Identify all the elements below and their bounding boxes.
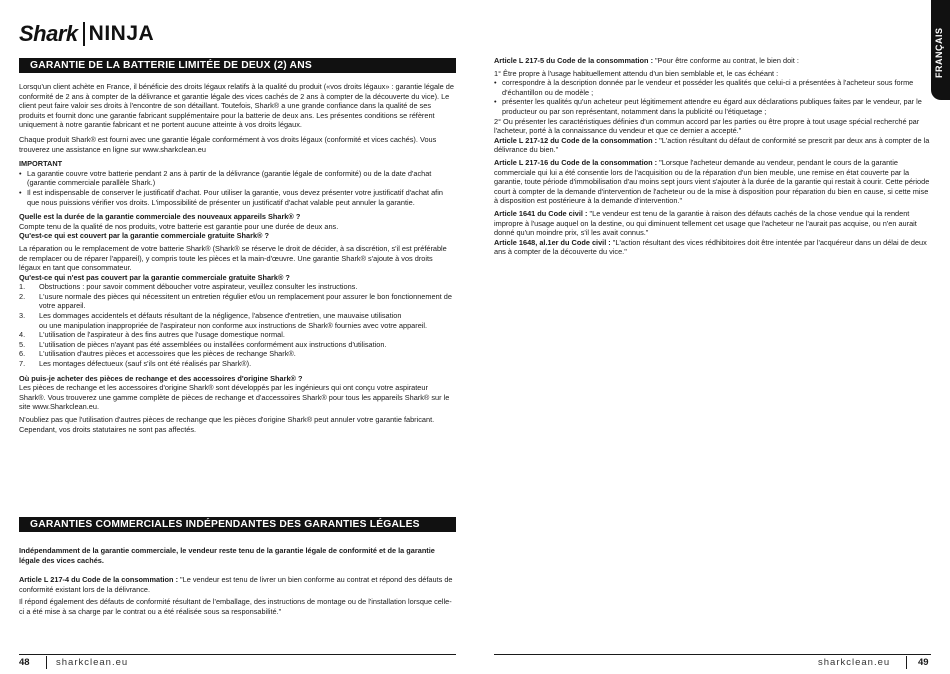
footer-rule-left [19, 654, 456, 655]
article-l217-5-bullets [494, 78, 931, 116]
exclusion-item: 5. L'utilisation de pièces n'ayant pas été assemblées ou installées conformément aux instructions d'utilisation. [19, 339, 387, 349]
footer-divider-left [46, 656, 47, 669]
left-column-body [19, 82, 456, 434]
logo-ninja-wordmark: NINJA [88, 22, 155, 45]
important-item: • La garantie couvre votre batterie pendant 2 ans à partir de la délivrance (garantie légale de conformité) ou de la date d'achat (garantie commerciale parallèle Shark.) [19, 169, 456, 188]
answer-spare-parts-2: N'oubliez pas que l'utilisation d'autres pièces de rechange que les pièces d'origine Shark® peut annuler votre garantie fabricant. Cependant, vos droits statutaires ne sont pas affectés. [19, 415, 435, 434]
shark-ninja-logo [19, 21, 154, 47]
page-number-right: 49 [918, 657, 929, 668]
language-tab [931, 0, 950, 100]
language-tab-label: FRANÇAIS [934, 27, 944, 78]
footer-site-left: sharkclean.eu [56, 657, 129, 668]
logo-divider [83, 22, 85, 46]
article-l217-5: Article L 217-5 du Code de la consommation : "Pour être conforme au contrat, le bien doit : [494, 56, 799, 65]
exclusion-item: 1. Obstructions : pour savoir comment déboucher votre aspirateur, veuillez consulter les instructions. [19, 282, 358, 292]
exclusion-item: 3. Les dommages accidentels et défauts résultant de la négligence, l'absence d'entretien, une mauvaise utilisation ou une manipulation inappropriée de l'aspirateur non conforme aux instructions de Shark® fournies avec votre appareil. [19, 311, 428, 330]
article-1641: Article 1641 du Code civil : "Le vendeur est tenu de la garantie à raison des défauts cachés de la chose vendue qui la rendent impropre à l'usage auquel on la destine, ou qui diminuent tellement cet usage que l'acheteur ne l'aurait pas acquise, ou n'en aurait donné qu'un moindre prix, s'il les avait connus." [494, 208, 917, 238]
intro-paragraph: Lorsqu'un client achète en France, il bénéficie des droits légaux relatifs à la qualité du produit («vos droits légaux» : garantie légale de conformité de 2 ans à compter de la délivrance et garantie légale des vices cachés de 2 ans à compter de la découverte du vice). Le client peut faire valoir ses droits à l'encontre de son détaillant. Toutefois, Shark® a une grande confiance dans la qualité de ses produits et fournit donc une garantie fabricant supplémentaire pour la batterie de deux ans. Les présentes conditions se réfèrent uniquement à notre garantie fabricant et ne portent aucune atteinte à vos droits légaux. [19, 82, 454, 130]
exclusion-item: 4. L'utilisation de l'aspirateur à des fins autres que l'usage domestique normal. [19, 330, 285, 340]
important-item: • Il est indispensable de conserver le justificatif d'achat. Pour utiliser la garantie, vous devez présenter votre justificatif d'achat afin que nous puissions vérifier vos droits. L'impossibilité de présenter un justificatif d'achat valable peut annuler la garantie. [19, 188, 456, 207]
answer-duration: Compte tenu de la qualité de nos produits, votre batterie est garantie pour une durée de deux ans. [19, 221, 339, 231]
question-not-covered: Qu'est-ce qui n'est pas couvert par la garantie commerciale gratuite Shark® ? [19, 272, 290, 282]
exclusion-item: 6. L'utilisation d'autres pièces et accessoires que les pièces de rechange Shark®. [19, 349, 296, 359]
logo-shark-wordmark: Shark [19, 21, 78, 46]
exclusion-item: 2. L'usure normale des pièces qui nécessitent un entretien régulier et/ou un remplacement pour assurer le bon fonctionnement de votre appareil. [19, 291, 452, 311]
question-covered: Qu'est-ce qui est couvert par la garantie commerciale gratuite Shark® ? [19, 231, 269, 241]
article-bullet: • correspondre à la description donnée par le vendeur et posséder les qualités que celui-ci a présentées à l'acheteur sous forme d'échantillon ou de modèle ; [494, 78, 931, 97]
article-bullet: • présenter les qualités qu'un acheteur peut légitimement attendre eu égard aux déclarations publiques faites par le vendeur, par le producteur ou par son représentant, notamment dans la publicité ou l'étiquetage ; [494, 97, 931, 116]
exclusion-item: 7. Les montages défectueux (sauf s'ils ont été réalisés par Shark®). [19, 359, 252, 369]
important-title: IMPORTANT [19, 159, 63, 169]
article-l217-12: Article L 217-12 du Code de la consommation : "L'action résultant du défaut de conformité se prescrit par deux ans à compter de la délivrance du bien." [494, 135, 930, 155]
independent-warranty-note: Indépendamment de la garantie commerciale, le vendeur reste tenu de la garantie légale de conformité et de la garantie légale des vices cachés. [19, 546, 435, 565]
intro-paragraph-2: Chaque produit Shark® est fourni avec une garantie légale conformément à vos droits légaux (conformité et vices cachés). Vous trouverez une assistance en ligne sur www.sharkclean.eu [19, 134, 437, 154]
exclusions-list [19, 282, 456, 368]
article-l217-16: Article L 217-16 du Code de la consommation : "Lorsque l'acheteur demande au vendeur, pendant le cours de la garantie commerciale qui lui a été consentie lors de l'acquisition ou de la réparation d'un bien meuble, une remise en état couverte par la garantie, toute période d'immobilisation d'au moins sept jours vient s'ajouter à la durée de la garantie qui restait à courir. Cette période court à compter de la demande d'intervention de l'acheteur ou de la mise à disposition pour réparation du bien en cause, si cette mise à disposition est postérieure à la demande d'intervention." [494, 157, 930, 206]
question-duration: Quelle est la durée de la garantie commerciale des nouveaux appareils Shark® ? [19, 212, 301, 222]
footer-divider-right [906, 656, 907, 669]
footer-rule-right [494, 654, 931, 655]
article-l217-5-point-2: 2° Ou présenter les caractéristiques définies d'un commun accord par les parties ou être propre à tout usage spécial recherché par l'acheteur, porté à la connaissance du vendeur et que ce dernier a accepté." [494, 116, 920, 136]
answer-spare-parts: Les pièces de rechange et les accessoires d'origine Shark® sont développés par les ingénieurs qui ont conçu votre aspirateur Shark®. Vous trouverez une gamme complète de pièces de rechange et d'accessoires Shark® pour tous les appareils Shark® sur le site www.Sharkclean.eu. [19, 383, 450, 412]
section-header-commercial-warranties: GARANTIES COMMERCIALES INDÉPENDANTES DES GARANTIES LÉGALES [19, 517, 456, 532]
article-1648: Article 1648, al.1er du Code civil : "L'action résultant des vices rédhibitoires doit être intentée par l'acquéreur dans un délai de deux ans à compter de la découverte du vice." [494, 237, 927, 257]
page-number-left: 48 [19, 657, 30, 668]
right-column-body [494, 56, 931, 257]
important-list [19, 169, 456, 207]
article-l217-5-point-1: 1° Être propre à l'usage habituellement attendu d'un bien semblable et, le cas échéant : [494, 68, 779, 78]
left-column-legal [19, 546, 456, 617]
question-spare-parts: Où puis-je acheter des pièces de rechange et des accessoires d'origine Shark® ? [19, 373, 303, 383]
article-l217-4-continued: Il répond également des défauts de conformité résultant de l'emballage, des instructions de montage ou de l'installation lorsque celle-ci a été mise à sa charge par le contrat ou a été réalisée sous sa responsabilité." [19, 597, 452, 616]
answer-covered: La réparation ou le remplacement de votre batterie Shark® (Shark® se réserve le droit de décider, à sa discrétion, s'il est préférable de remplacer ou de réparer l'appareil), y compris toute les pièces et la main-d'œuvre. Une garantie Shark® s'ajoute à vos droits légaux en tant que consommateur. [19, 243, 447, 273]
footer-site-right: sharkclean.eu [818, 657, 891, 668]
article-l217-4: Article L 217-4 du Code de la consommation : "Le vendeur est tenu de livrer un bien conforme au contrat et répond des défauts de conformité existant lors de la délivrance. [19, 575, 453, 594]
section-header-battery-warranty: GARANTIE DE LA BATTERIE LIMITÉE DE DEUX (2) ANS [19, 58, 456, 73]
